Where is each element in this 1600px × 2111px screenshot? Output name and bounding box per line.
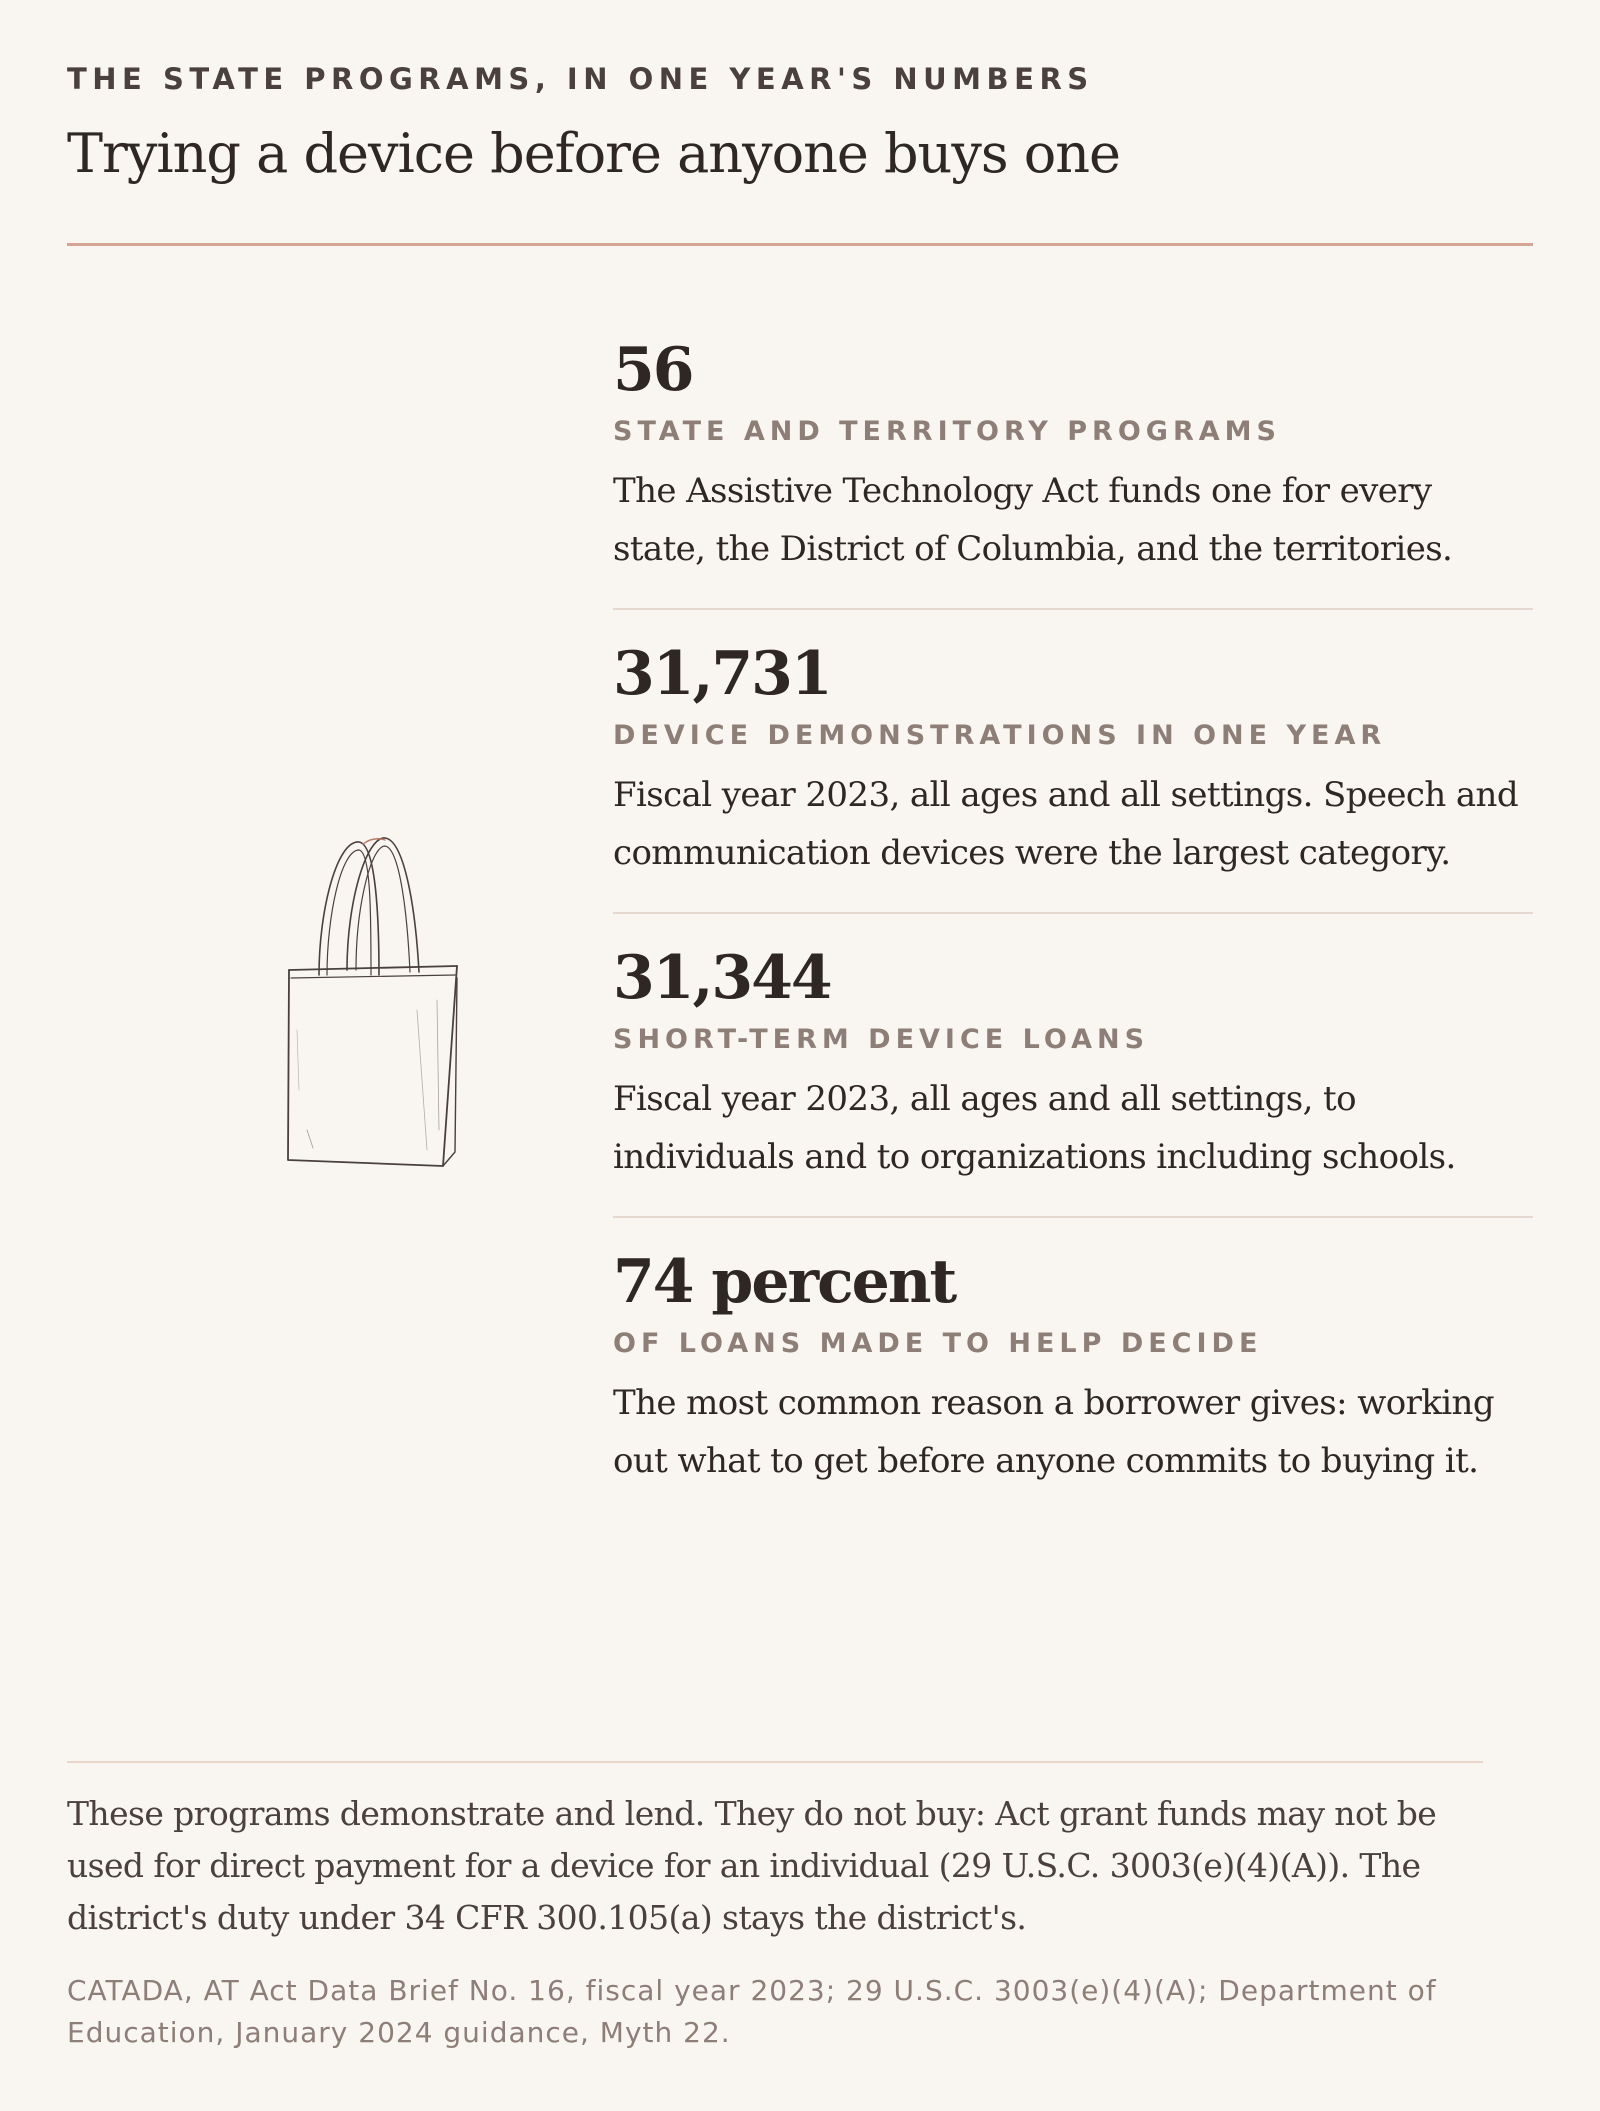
stat-label: DEVICE DEMONSTRATIONS IN ONE YEAR [613,720,1387,751]
stat-description: Fiscal year 2023, all ages and all settings. Speech and communication devices were the largest category. [613,775,1518,873]
tote-bag-icon [267,830,477,1180]
stat-divider [613,1216,1533,1218]
stat-label: SHORT-TERM DEVICE LOANS [613,1024,1150,1055]
source-citation: CATADA, AT Act Data Brief No. 16, fiscal year 2023; 29 U.S.C. 3003(e)(4)(A); Department of Education, January 2024 guidance, Myth 22. [67,1974,1437,2049]
header-divider [67,243,1533,246]
page [67,0,1533,2111]
stat-divider [613,912,1533,914]
kicker: THE STATE PROGRAMS, IN ONE YEAR'S NUMBERS [67,62,1094,96]
footer-divider [67,1761,1483,1763]
stat-description: The Assistive Technology Act funds one for every state, the District of Columbia, and the territories. [613,471,1453,569]
stat-label: OF LOANS MADE TO HELP DECIDE [613,1328,1263,1359]
page-title: Trying a device before anyone buys one [67,122,1120,185]
stat-value: 56 [613,335,693,405]
stat-value: 31,731 [613,639,831,709]
stat-divider [613,608,1533,610]
stat-loan-reason [613,1242,1533,1490]
stat-value: 31,344 [613,943,831,1013]
stat-label: STATE AND TERRITORY PROGRAMS [613,416,1281,447]
stats-list [613,330,1533,1490]
stat-loans [613,938,1533,1186]
stat-programs [613,330,1533,578]
stat-value: 74 percent [613,1247,956,1317]
stat-demonstrations [613,634,1533,882]
stat-description: The most common reason a borrower gives: working out what to get before anyone commits to buying it. [613,1383,1494,1481]
stat-description: Fiscal year 2023, all ages and all settings, to individuals and to organizations including schools. [613,1079,1456,1177]
footnote: These programs demonstrate and lend. They do not buy: Act grant funds may not be used for direct payment for a device for an individual (29 U.S.C. 3003(e)(4)(A)). The district's duty under 34 CFR 300.105(a) stays the district's. [67,1794,1437,1937]
